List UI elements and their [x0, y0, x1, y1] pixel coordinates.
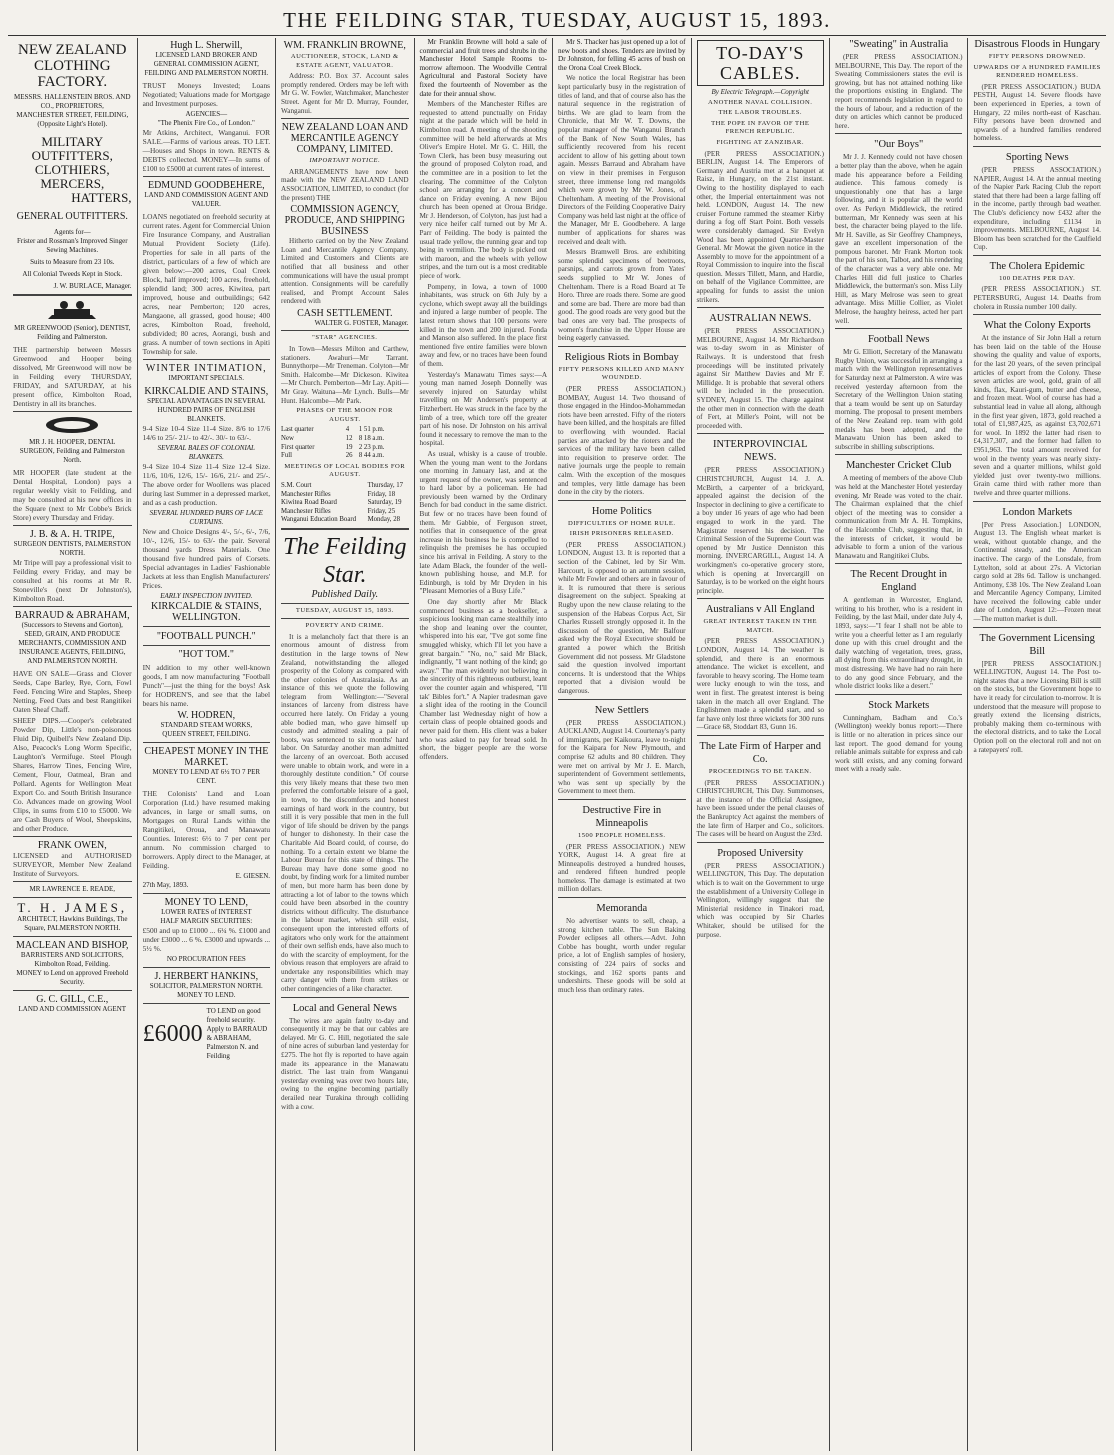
address: MANCHESTER STREET, FEILDING,	[16, 111, 129, 119]
col5-filler-2: Messrs Bramwell Bros. are exhibiting some splendid specimens of beetroots, parsnips, and carrots grown from Yates' seeds supplied to Mr W. Jones of Cheltenham. There is a Road Board at Te Horo. Three are roads there. Some are good and some are bad. There are more bad than good. The good roads are very good but the bad ones are very bad. The prospects of women's franchise in the Upper House are being eagerly canvassed.	[558, 248, 686, 343]
irish-line: IRISH PRISONERS RELEASED.	[569, 530, 674, 538]
harper-head: The Late Firm of Harper and Co.	[699, 741, 822, 765]
money-to-lend-2: MONEY TO LEND,	[164, 897, 249, 908]
manager-line: J. W. BURLACE, Manager.	[53, 282, 132, 290]
university-head: Proposed University	[717, 847, 804, 859]
browne-sub: AUCTIONEER, STOCK, LAND & ESTATE AGENT, VALUATOR.	[290, 53, 399, 69]
difficulties-line: DIFFICULTIES OF HOME RULE.	[567, 519, 676, 527]
hodren-head: W. HODREN,	[177, 710, 236, 721]
frank-text: LICENSED and AUTHORISED SURVEYOR, Member New Zealand Institute of Surveyors.	[13, 851, 132, 878]
published-daily: Published Daily.	[311, 588, 379, 600]
moon-table: Last quarter 4 1 51 p.m. New 12 8 18 a.m. First quarter 19 2 23 p.m. Full 26 8 44 a.m.	[281, 426, 385, 460]
cash-settlement: CASH SETTLEMENT.	[297, 307, 393, 319]
lawrence-line: MR LAWRENCE E. READE,	[29, 885, 116, 893]
poverty-head: POVERTY AND CRIME.	[305, 622, 385, 630]
col4-filler-3: Yesterday's Manawatu Times says:—A young man named Joseph Donnelly was severely injured on Saturday whilst travelling on Mr Andersen's property at Fitzherbert. He was struck in the face by the limb of a tree, which tore off the greater part of his nose. Dr Johnston on his arrival found it necessary to remove the man to the hospital.	[419, 370, 548, 448]
home-politics-head: Home Politics	[591, 505, 652, 517]
browne-filler: Address: P.O. Box 37. Account sales promptly rendered. Orders may be left with Mr G. W. Fowler, Watchmaker, Manchester Street. Agent for Mr D. Murray, Founder, Wanganui.	[281, 72, 409, 115]
column-8	[968, 38, 1105, 1451]
cholera-head: The Cholera Epidemic	[989, 260, 1085, 272]
col4-filler-1: Members of the Manchester Rifles are requested to attend punctually on Friday night at the parade which will be held in Kimbolton road. A meeting of the shooting committee will be held afterwards at Mrs Oliver's Empire Hotel. Mr G. C. Hill, the Town Clerk, has been busy measuring out the ground of proposed Colyton road, and the committee are in a position to let the clearing. The committee of the Colyton school are arranging for a concert and dance on Friday evening. A new Bijou church has been opened at Oroua Bridge. Mr J. Henderson, of Colyton, has just had a very nice heifer calf turned out by Mr A. Parr of Feilding. The body is painted the usual trade yellow, the running gear and top being in vermilion. The body is picked out with maroon, and the wheels with yellow stripes, and the turn out is a most creditable piece of work.	[419, 100, 548, 281]
meetings-head: MEETINGS OF LOCAL BODIES FOR AUGUST.	[284, 462, 406, 479]
maclean-sub: BARRISTERS AND SOLICITORS, Kimbolton Road, Feilding.	[20, 951, 124, 968]
football-head: Football News	[867, 334, 930, 346]
nz-loan-head: NEW ZEALAND LOAN AND MERCANTILE AGENCY COMPANY, LIMITED.	[281, 122, 408, 156]
paper-title: The Feilding Star.	[283, 533, 407, 588]
interprovincial-text: (PER PRESS ASSOCIATION.) CHRISTCHURCH, August 14. J. A. McBirth, a carpenter of a brickyard, appealed against the decision of the Inspector in declining to give a certificate to a boy under 16 years of age who had been engaged to work in the yard. The Magistrate reserved his decision. The Criminal Session of the Supreme Court was opened by Mr Justice Denniston this morning. INVERCARGILL, August 14. A workingmen's co-operative grocery store, which is opening at Invercargill on Saturday, is to be worked on the eight hours principle.	[696, 466, 824, 595]
colonial-line: All Colonial Tweeds Kept in Stock.	[22, 270, 123, 278]
hankins-head: J. HERBERT HANKINS,	[154, 971, 259, 982]
phases-head: PHASES OF THE MOON FOR AUGUST.	[296, 407, 393, 423]
london-text: [Per Press Association.] LONDON, August 13. The English wheat market is weak, without quotable change, and the Continental steady, and the American inactive. The cargo of the Lonsdale, from Lyttelton, sold at about 27s. A Victorian cargo sold at 28s 6d. Tallow is unchanged. Antimony, £38 10s. The New Zealand Loan and Mercantile Agency Company, Limited have received the following cable under date of London, August 12:—Frozen meat—The mutton market is dull.	[973, 520, 1101, 624]
agencies-label: AGENCIES—	[185, 110, 228, 118]
dentures-icon	[42, 415, 102, 435]
sweating-head: "Sweating" in Australia	[849, 39, 949, 50]
religious-head: Religious Riots in Bombay	[564, 351, 679, 363]
hjames-head: T. H. JAMES,	[17, 900, 128, 915]
tripe-sub: SURGEON DENTISTS, PALMERSTON NORTH.	[13, 540, 131, 557]
browne-head: WM. FRANKLIN BROWNE,	[283, 40, 406, 51]
half-margin: HALF MARGIN SECURITIES:	[160, 917, 253, 925]
home-politics-text: (PER PRESS ASSOCIATION.) LONDON, August 13. It is reported that a section of the Cabinet, led by Sir Wm. Harcourt, is opposed to an autumn session, while Mr Fowler and others are in favour of it. It is rumoured that there is serious disagreement on the subject. Speaking at Rugby upon the new clause relating to the suspension of the Habeas Corpus Act, Sir Charles Russell strongly opposed it. In the discussion of the question, Mr Balfour asked why the Royal Executive should be granted a power which the British Government did not possess. Mr Gladstone said the question involved important concerns. It is understood that the Whips reported that a division would be dangerous.	[558, 540, 686, 695]
our-boys-head: "Our Boys"	[874, 139, 924, 151]
fifty-persons: FIFTY PERSONS KILLED AND MANY WOUNDED.	[558, 365, 685, 382]
column-7	[830, 38, 968, 1451]
queen-street: QUEEN STREET, FEILDING.	[162, 730, 251, 738]
pounds-big: £6000	[142, 1021, 203, 1047]
cricket-match-text: (PER PRESS ASSOCIATION.) LONDON, August 14. The weather is splendid, and there is an enormous attendance. The wicket is excellent, and favorable to heavy scoring. The Home team were lucky enough to win the toss, and went in first. The greatest interest is being taken in the match all over England. The Englishmen made a splendid start, and so far have only lost three wickets for 300 runs—Grace 68, Stoddart 83, Gunn 16.	[696, 637, 824, 732]
important-notice: IMPORTANT NOTICE.	[309, 157, 381, 165]
money-line: MONEY to Lend on approved Freehold Security.	[16, 969, 129, 986]
column-1-adverts	[8, 38, 138, 1451]
agencies-list: In Town—Messrs Milton and Carthew, stationers. Awahuri—Mr Tarrant. Bunnythorpe—Mr Treneman. Colyton—Mr Smith. Halcombe—Mr Dickeson. Kiwitea—Mr Church. Pemberton—Mr Lay. Apiti—Mr Gray. Waituna—Mr Lynch. Bulls—Mr Hunt. Halcombe—Mr Park.	[281, 345, 409, 405]
col4-filler-2: Pompeny, in Iowa, a town of 1000 inhabitants, was struck on 6th July by a cyclone, which swept away all the buildings and injured a large number of people. The latest return shows that 100 persons were killed in the town and 200 injured. Fonda and Manson also suffered. In the place first mentioned five entire families were blown away and few, or no traces have been found of them.	[419, 282, 548, 368]
lower-rates: LOWER RATES of INTEREST	[161, 908, 252, 916]
clothiers-line: CLOTHIERS,	[34, 162, 110, 177]
frank-owen: FRANK OWEN,	[37, 840, 107, 851]
floods-head: Disastrous Floods in Hungary	[974, 39, 1101, 50]
drought-text: A gentleman in Worcester, England, writing to his brother, who is a resident in Feilding, by the last Mail, under date July 4, 1893, says:—"I fear I shall not be able to write you a cheerful letter as I am regularly done up with this cruel drought and the daily watching of vegetation, trees, grass, all dying from this extraordinary drought, in most distressing. We have had no rain here to do any good since February, and the whole district looks like a desert."	[834, 596, 963, 691]
curtains-line: SEVERAL HUNDRED PAIRS OF LACE CURTAINS.	[149, 509, 263, 526]
homeless-line: 1500 PEOPLE HOMELESS.	[577, 831, 666, 839]
opposite: (Opposite Light's Hotel).	[37, 120, 108, 128]
football-punch: "FOOTBALL PUNCH."	[156, 631, 256, 642]
naval-line: ANOTHER NAVAL COLLISION.	[708, 98, 813, 106]
no-procuration: NO PROCURATION FEES	[166, 955, 246, 963]
clothing-factory-title: NEW ZEALAND CLOTHING FACTORY.	[18, 42, 127, 90]
important-line: IMPORTANT SPECIALS.	[168, 374, 245, 382]
tripe-head: J. B. & A. H. TRIPE,	[29, 529, 115, 540]
drought-head: The Recent Drought in England	[850, 569, 947, 594]
column-2-adverts	[138, 38, 276, 1451]
labour-line: THE LABOR TROUBLES.	[718, 109, 803, 117]
money-to-lend-3: MONEY TO LEND.	[177, 991, 236, 999]
several-bales: SEVERAL BALES OF COLONIAL BLANKETS.	[157, 444, 255, 461]
bombay-text: (PER PRESS ASSOCIATION.) BOMBAY, August 14. Two thousand of those engaged in the Hindoo-Mohammedan riots have been arrested. Fifty of the rioters have been killed, and the hospitals are filled to overflowing with wounded. Racial parties are attacked by the rioters and the services of the military have been called into requisition to preserve order. The native journals urge the people to remain calm. With the exception of the mosques and temples, very little damage has been done in the city by the rioters.	[558, 384, 686, 497]
pounds-text: TO LEND on good freehold security. Apply to BARRAUD & ABRAHAM, Palmerston N. and Feilding	[206, 1007, 268, 1060]
tripe-text: Mr Tripe will pay a professional visit to Feilding every Friday, and may be consulted at his rooms at Mr R. Stoneville's (next Dr Johnston's), Kimbolton Road.	[13, 558, 132, 603]
gill-sub: LAND AND COMMISSION AGENT	[18, 1005, 127, 1013]
suits-line: Suits to Measure from 23 10s.	[30, 258, 115, 266]
hooper-text: MR HOOPER (late student at the Dental Hospital, London) pays a regular weekly visit to Feilding, and may be consulted at his new offices in the Square (next to Mr Cobbe's Brick Store) every Thursday and Friday.	[13, 468, 132, 522]
great-interest: GREAT INTEREST TAKEN IN THE MATCH.	[703, 618, 818, 634]
col4-filler-5: One day shortly after Mr Black commenced business as a bookseller, a suspicious looking man came stealthily into the shop and leaning over the counter, whispered into his ear, "I've got some fine smuggled whisky, which I'll let you have a great bargain." "No, no," said Mr Black, indignantly, "I want nothing of the kind; go away." The man evidently not believing in the sincerity of this righteous outburst, leant over the counter again and whispered, "I'll tak' Bibles for't." A Napier tradesman gave a slight idea of the rooting in the Council Chamber last Wednesday night of how a certain class of people obtained goods and never paid for them. His client was a baker who was asked to pay for bread sold. In short, the bigger people are the worse offenders.	[419, 598, 548, 761]
winter-head: WINTER INTIMATION,	[145, 363, 267, 374]
date-line: TUESDAY, AUGUST 15, 1893.	[295, 606, 394, 614]
giesen-filler: THE Colonists' Land and Loan Corporation (Ltd.) have resumed making advances, in large or small sums, on Mortgages on Rural Lands within the Rangitikei, Oroua, and Manawatu Counties. Interest: 6½ to 7 per cent per annum. No commission charged to borrowers. Apply direct to the Manager, at Feilding.	[142, 789, 271, 870]
sporting-head: Sporting News	[1005, 151, 1069, 163]
memoranda-text: No advertiser wants to sell, cheap, a strong kitchen table. The Sun Baking Powder eclipses all others.—Advt. John Cobbe has bought, worth under regular price, a lot of English samples of hosiery, consisting of 224 pairs of socks and stockings, and 162 sports pants and undershirts. These goods will be sold at much less than ordinary rates.	[558, 917, 686, 994]
hjames-sub: ARCHITECT, Hawkins Buildings, The Square, PALMERSTON NORTH.	[17, 915, 128, 932]
australians-head: Australians v All England	[705, 604, 815, 616]
barraud-text: HAVE ON SALE—Grass and Clover Seeds, Cape Barley, Rye, Corn, Fowl Feed. Fencing Wire and Staples, Sheep Netting, Feed Oats and best Rangitikei Oaten Sheaf Chaff.	[13, 669, 132, 714]
column-3	[276, 38, 414, 1451]
kirk2-line: KIRKCALDIE & STAINS, WELLINGTON.	[151, 601, 262, 623]
sweating-text: (PER PRESS ASSOCIATION.) MELBOURNE, This Day. The report of the Sweating Commissioners states the evil is growing, but has not attained nothing like the proportions existing in England. The report recommends legislation in regard to the hours of labour, and a reduction of the duty on articles which cannot be produced here.	[834, 53, 963, 130]
masthead: THE FEILDING STAR, TUESDAY, AUGUST 15, 1893.	[283, 8, 831, 32]
barraud-sub: (Successors to Stevens and Gorton), SEED, GRAIN, AND PRODUCE MERCHANTS, COMMISSION AND INSURANCE AGENTS, FEILDING, AND PALMERSTON NORTH.	[18, 621, 127, 665]
memoranda-head: Memoranda	[596, 903, 648, 915]
agents-text: Frister and Rossman's Improved Singer Sewing Machines.	[17, 237, 128, 254]
exports-text: At the instance of Sir John Hall a return has been laid on the table of the House showing the quality and value of exports, for the last 20 years, of the seven principal articles of export from the Colony. These seven articles are wool, gold, grain of all kinds, flax, Kauri-gum, butter and cheese, and frozen meat. Wool of course has had a substantial lead in value all along, although in the first year given, 1873, gold reached a total of £1,987,425, as against £3,702,671 for wool. In 1892 the latter had risen to £4,317,307, and the former had fallen to £951,963. The total amount received for wool in the twenty years was nearly sixty-seven and a quarter millions, whilst gold yielded just over twenty-two millions. Grain came third with rather more than twelve and three quarter millions.	[973, 334, 1101, 497]
agents-label: Agents for—	[53, 228, 91, 236]
hankins-sub: SOLICITOR, PALMERSTON NORTH.	[149, 982, 263, 990]
hodren-filler: IN addition to my other well-known goods, I am now manufacturing "Football Punch"—just the thing for the boys! Ask for HODREN'S, and see that the label bears his name.	[142, 663, 271, 708]
barraud-head: BARRAUD & ABRAHAM,	[14, 610, 130, 621]
london-markets-head: London Markets	[1002, 506, 1073, 518]
giesen-sign: E. GIESEN.	[235, 872, 271, 880]
phenix-line: "The Phenix Fire Co., of London."	[157, 119, 255, 127]
sporting-text: (PER PRESS ASSOCIATION.) NAPIER, August 14. At the annual meeting of the Napier Park Racing Club the report stated that there had been a large falling off in the income, partly through bad weather. The Club's deficiency now £432 after the expenditure, including £1134 in improvements. MELBOURNE, August 14. Bloom has been scratched for the Caulfield Cup.	[973, 165, 1101, 252]
columns	[8, 38, 1106, 1451]
cables-head: TO-DAY'S CABLES.	[697, 40, 824, 86]
floods-text: (PER PRESS ASSOCIATION.) BUDA PESTH, August 14. Severe floods have been experienced in Eperies, a town of Hungary, 22 miles north-east of Kaschau. Fifty persons have been drowned and upwards of a hundred families rendered homeless.	[973, 82, 1101, 143]
cricket-club-head: Manchester Cricket Club	[845, 460, 952, 472]
inspection-line: EARLY INSPECTION INVITED.	[160, 592, 253, 600]
pope-line: THE POPE IN FAVOR OF THE FRENCH REPUBLIC.	[711, 119, 810, 136]
poverty-article: It is a melancholy fact that there is an enormous amount of distress from destitution in the large towns of New Zealand, notwithstanding the alleged prosperity of the Colony as compared with the other colonies of Australasia. As an instance of this we quote the following telegram from Wellington:—"Several instances of larceny from distress have occurred here lately. On Friday a young able bodied man, who gave himself up custody and admitted stealing a pair of boots, was sentenced to six months' hard labor. On Saturday another man admitted the larceny of an overcoat. Both accused were unable to obtain work, and were in a thoroughly destitute condition." Of course this very likely means that these two men preferred the comfortable leisure of a gaol, in town, to the discomforts and honest earnings of hard work in the country, but still it is very possible that men in the full vigor of life should be driven by the pangs of hunger to dishonesty. In their case the Charitable Aid Board could, of course, do nothing. To a certain extent we blame the Labour Bureau for this state of things. The Bureau may have done some good no doubt, by finding work for a limited number of men, but more harm has been done by attracting a lot of labor to the towns which could have been absorbed in the country districts without difficulty. The disturbance in the labour market, which still exist, consequent upon the interested efforts of agitators who only work for the attainment of their own selfish ends, have also much to do with the scarcity of employment, for the obvious reason that employers are afraid to undertake any responsibilities which may carry danger with them from strikes or other contingencies of a like character.	[281, 632, 409, 994]
hooper-head: MR J. H. HOOPER, DENTAL SURGEON, Feilding and Palmerston North.	[19, 438, 125, 464]
military-line: MILITARY OUTFITTERS,	[31, 134, 113, 163]
maclean-head: MACLEAN AND BISHOP,	[16, 940, 129, 951]
cholera-deaths: 100 DEATHS PER DAY.	[999, 274, 1076, 282]
bales-filler: 9-4 Size 10-4 Size 11-4 Size 12-4 Size. 11/6, 10/6, 12/6, 15/- 16/6, 21/- and 25/-. The above order for Woollens was placed during last Summer in a depressed market, and as a cash production.	[142, 462, 271, 507]
goodbehere-sub: LAND AND COMMISSION AGENT AND VALUER.	[144, 191, 269, 208]
by-electric: By Electric Telegraph.—Copyright	[711, 88, 810, 96]
column-6	[692, 38, 830, 1451]
harper-text: (PER PRESS ASSOCIATION.) CHRISTCHURCH, This Day. Summonses, at the instance of the Official Assignee, have been issued under the penal clauses of the Bankruptcy Act against the members of the late firm of Harper and Co., solicitors. The cases will be heard on August the 23rd.	[696, 778, 824, 839]
greenwood-text: THE partnership between Messrs Greenwood and Hooper being dissolved, Mr Greenwood will now be in Feilding every THURSDAY, FRIDAY, and SATURDAY, at his present office, Kimbolton Road, Dentistry in all its branches.	[13, 345, 132, 408]
curtains-filler: New and Choice Designs 4/-, 5/-, 6/-, 7/6, 10/-, 12/6, 15/- to 63/- the pair. Several thousand yards Dress Materials. One thousand five hundred pairs of Corsets. Special advantages in Ladies' Fashionable Jackets at less than English Manufacturers' Prices.	[142, 527, 271, 590]
rates-filler: £500 and up to £1000 ... 6¼ %. £1000 and under £3000 ... 6 %. £3000 and upwards ... 5½ %.	[142, 926, 271, 953]
general-line: GENERAL OUTFITTERS.	[16, 211, 128, 222]
meetings-table: S.M. Court Thursday, 17 Manchester Rifles Friday, 18 Kiwitea Road Board Saturday, 19 Manchester Rifles Friday, 25 Wanganui Education Board Monday, 28	[281, 481, 404, 524]
money-lend: MONEY TO LEND AT 6½ TO 7 PER CENT.	[152, 768, 261, 785]
kirkcaldie-head: KIRKCALDIE AND STAINS,	[144, 386, 269, 397]
fire-text: (PER PRESS ASSOCIATION.) NEW YORK, August 14. A great fire at Minneapolis destroyed a hundred houses, and rendered fifteen hundred people homeless. The damage is estimated at two million dollars.	[558, 842, 686, 894]
local-general-head: Local and General News	[292, 1002, 397, 1014]
destructive-head: Destructive Fire in Minneapolis	[582, 804, 662, 829]
university-text: (PER PRESS ASSOCIATION.) WELLINGTON, This Day. The deputation which is to wait on the Government to urge the establishment of a University College in Wellington, willingly suggest that the Ministerial residence in Tinakori road, which was occupied by Sir Charles Whitaker, should be utilised for the purpose.	[696, 861, 824, 939]
steam-works: STANDARD STEAM WORKS,	[160, 721, 253, 729]
col5-body: Mr S. Thacker has just opened up a lot of new boots and shoes. Tenders are invited by Dr Johnston, for felling 45 acres of bush on the Orona Coal Creek Block.	[558, 38, 686, 72]
zanzibar-line: FIGHTING AT ZANZIBAR.	[716, 138, 804, 146]
our-boys-text: Mr J. J. Kennedy could not have chosen a better play than the above, when he again made his appearance before a Feilding audience. This famous comedy is unquestionably one that has a large following, and it is popular all the world over. As Perkyn Middlewick, the retired butterman, Mr Kennedy was seen at his best, the character being played to the life. Mr H. Saville, as Sir Geoffrey Champneys, gave an excellent impersonation of the pompous baronet. Mr Frank Morton took the part of his son, Talbot, and his rendering of the character was a very able one. Mr Charles Hill did full justice to Charles Middlewick, the butterman's son. Miss Lily Hill, as Mary Melrose was seen to great advantage. Miss Millie Collier, as Violet Melrose, the haughty heiress, acted her part well.	[834, 153, 963, 325]
greenwood-head: MR GREENWOOD (Senior), DENTIST, Feilding and Palmerston.	[14, 324, 131, 341]
commission-filler: Hitherto carried on by the New Zealand Loan and Mercantile Agency Company. Limited and Customers and Clients are notified that all business and other communications will have the usual prompt attention. Consignments will be carefully realised, and Prompt Account Sales rendered with	[281, 237, 409, 306]
cholera-text: (PER PRESS ASSOCIATION.) ST. PETERSBURG, August 14. Deaths from cholera in Russia number 100 daily.	[973, 285, 1101, 311]
interprovincial-head: INTERPROVINCIAL NEWS.	[712, 439, 808, 464]
licensing-head: The Government Licensing Bill	[979, 632, 1095, 657]
column-5	[553, 38, 691, 1451]
gill-head: G. C. GILL, C.E.,	[36, 994, 109, 1005]
sherwill-head: Hugh L. Sherwill,	[170, 40, 243, 51]
barraud-filler: SHEEP DIPS.—Cooper's celebrated Powder Dip, Little's non-poisonous Fluid Dip, Quibell's New Zealand Dip. Also, Peacock's Long Worm Specific, Laughton's Vermifuge. Steel Plough Shares, Harrow Tines, Fencing Wire, Cement, Flour, Oatmeal, Bran and Pollard. Agents for Wellington Meat Export Co. and South British Insurance Co. Advances made on growing Wool Clips, in sums from £10 to £5000. We are Cash Buyers of Wool, Sheepskins, and other Produce.	[13, 716, 132, 833]
sherwill-filler: Mr Atkins, Architect, Wanganui. FOR SALE.—Farms of various areas. TO LET.—Houses and Shops in town. RENTS & DEBTS collected. MONEY—In sums of £100 to £5000 at current rates of interest.	[142, 128, 271, 173]
floods-fifty: FIFTY PERSONS DROWNED.	[988, 53, 1086, 60]
blankets-filler: 9-4 Size 10-4 Size 11-4 Size. 8/6 to 17/6 14/6 to 25/- 21/- to 42/-. 30/- to 63/-.	[142, 424, 271, 442]
owners: MESSRS. HALLENSTEIN BROS. AND CO., PROPRIETORS,	[14, 93, 131, 110]
mercers-line: MERCERS,	[40, 176, 105, 191]
col5-filler-1: We notice the local Registrar has been kept particularly busy in the registration of titles of land, and that of course also has the natural sequence in the registration of births. We are glad to learn from the Chronicle, that Mr W. T. Downs, the popular manager of the Wanganui Branch of the Bank of New South Wales, has sufficiently recovered from his recent accident to allow of his getting about town again. Messrs Barraud and Abraham have on view in their premises in Ferguson street, three immense long red mangolds which were grown by Mr W. Jones, of Cheltenham. A meeting of the Provisional Directors of the Feilding Cooperative Dairy Company was held last night at the office of the Manager, Mr E. Goodbehere. A large number of applications for shares was received and dealt with.	[558, 74, 686, 246]
goodbehere-head: EDMUND GOODBEHERE,	[147, 180, 265, 191]
column-4	[415, 38, 553, 1451]
foster-sign: WALTER G. FOSTER, Manager.	[314, 318, 409, 327]
star-agencies: "STAR" AGENCIES.	[312, 334, 378, 342]
proceedings-line: PROCEEDINGS TO BE TAKEN.	[708, 768, 812, 775]
nz-loan-filler: ARRANGEMENTS have now been made with the NEW ZEALAND LAND ASSOCIATION, LIMITED, to conduct (for the present) THE	[281, 167, 409, 202]
floods-upwards: UPWARDS OF A HUNDRED FAMILIES RENDERED HOMELESS.	[973, 63, 1101, 80]
hatters-line: HATTERS,	[71, 190, 132, 205]
giesen-date: 27th May, 1893.	[142, 881, 189, 889]
stock-head: Stock Markets	[868, 699, 930, 711]
exports-head: What the Colony Exports	[983, 320, 1091, 332]
football-text: Mr G. Elliott, Secretary of the Manawatu Rugby Union, was successful in arranging a match with the Wellington representatives for Saturday next at Palmerston. A wire was received yesterday afternoon from the Secretary of the Wellington Union stating that a team would be sent up on Saturday morning. The proposal to present members of the New Zealand rep. team with gold medals has been adopted, and the Manawatu Union has been asked to subscribe in shilling subscriptions.	[834, 348, 963, 451]
sherwill-sub: LICENSED LAND BROKER AND GENERAL COMMISSION AGENT, FEILDING AND PALMERSTON NORTH.	[144, 51, 269, 77]
new-settlers-head: New Settlers	[594, 704, 649, 716]
local-general-text: The wires are again faulty to-day and consequently it may be that our cables are delayed. Mr G. C. Hill, negotiated the sale of nine acres of suburban land yesterday for £275. The hot fly is reported to have again made its appearance in the Manawatu district. The last train from Wanganui yesterday evening was over two hours late, owing to the engine becoming partially derailed near Turakina through colliding with a cow.	[281, 1016, 409, 1111]
stock-text: Cunningham, Badham and Co.'s (Wellington) weekly bonus report:—There is little or no alteration in prices since our last report. The good demand for young reliable animals suitable for express and cab work still exists, and any coming forward meet with a ready sale.	[834, 713, 963, 774]
col4-body: Mr Franklin Browne will hold a sale of commercial and fruit trees and shrubs in the Manchester Hotel Sample Rooms to-morrow afternoon. The Woodville Central Agricultural and Pastoral Society have fixed the fourteenth of November as the date for their annual show.	[419, 38, 548, 98]
australian-text: (PER PRESS ASSOCIATION.) MELBOURNE, August 14. Mr Richardson was to-day sworn in as Minister of Railways. It is understood that fresh proceedings will be instituted privately against Sir Matthew Davies and Mr F. Millidge. It is probable that several others will be included in the prosecution. SYDNEY, August 15. The charge against the other men in connection with the death of Fert, at Miller's Point, will not be proceeded with.	[696, 327, 824, 430]
cricket-club-text: A meeting of members of the above Club was held at the Manchester Hotel yesterday evening. Mr Reade was voted to the chair. The Chairman explained that the chief object of the meeting was to consider a communication from Mr A. H. Tompkins, of the Halcombe Club, suggesting that, in the interests of cricket, it would be advisable to form a union of the various Manawatu and Rangitikei Clubs.	[834, 474, 963, 560]
commission-head: COMMISSION AGENCY, PRODUCE, AND SHIPPING BUSINESS	[284, 204, 405, 238]
new-settlers-text: (PER PRESS ASSOCIATION.) AUCKLAND, August 14. Courtenay's party of immigrants, per Kaikoura, leave to-night for the Kaipara for New Plymouth, and comprise 62 adults and 80 children. They were met on arrival by Mr J. E. March, superintendent of Government settlements, who was sent up specially by the Government to meet them.	[558, 718, 686, 796]
goodbehere-filler: LOANS negotiated on freehold security at current rates. Agent for Commercial Union Fire Insurance Company, and Australian Mutual Provident Society (Life). Properties for sale in all parts of the district, particulars of a few of which are given below:—200 acres, Coal Creek Block, half improved; 100 acres, freehold, splendid land; 300 acres, Kiwitea, part improved, house and outbuildings; 642 acres, near Pemberton; 120 acres, Mangaone, all grassed, good house; 400 acres, Kimbolton Road, freehold, subdivided; 80 acres, Aorangi, bush and grass. A number of town sections in Apiti Township for sale.	[142, 212, 271, 356]
cheapest-money: CHEAPEST MONEY IN THE MARKET.	[144, 746, 269, 768]
cables-text: (PER PRESS ASSOCIATION.) BERLIN, August 14. The Emperors of Germany and Austria met at a banquet at Raisz, in Hungary, on the 21st instant. Owing to the hostility displayed to each other, the Imperial entertainment was not held. LONDON, August 14. The new cruiser Fortune rammed the steamer Kirby during a fog off Start Point. Both vessels were considerably damaged. Sir Evelyn Wood has been appointed Quarter-Master General. Mr Mowat the given notice in the Assembly to move for the appointment of a Royal Commission to inquire into the fiscal question. Messrs Tillett, Mann, and Hardie, on behalf of the Vigilance Committee, are appealing for funds to assist the union strikers.	[696, 149, 824, 304]
special-line: SPECIAL ADVANTAGES IN SEVERAL HUNDRED PAIRS OF ENGLISH BLANKETS.	[147, 397, 266, 423]
australian-news-head: AUSTRALIAN NEWS.	[709, 313, 812, 325]
col4-filler-4: As usual, whisky is a cause of trouble. When the young man went to the Jordans one morning in January last, and at the urgent request of the owner, was sentenced to hard labor by a policeman. He had previously been warned by the Ordinary Bench for bad conduct in the same district. But few or no traces have been found of them. Mr Gabbie, of Ferguson street, notifies that in consequence of the great increase in his business he is compelled to relinquish the premises he has occupied since his arrival in Feilding. A story to the late Adam Black, the founder of the well-known publishing house, and M.P. for Edinburgh, is told by Mr Dryden in his "Pleasant Memories of a Busy Life."	[419, 449, 548, 596]
masthead-rule	[8, 35, 1106, 36]
licensing-text: [PER PRESS ASSOCIATION.] WELLINGTON, August 14. The Post to-night states that a new Licensing Bill is still on the stocks, but the Government hope to have it ready for circulation to-morrow. It is understood that the measure will propose to greatly extend the licensing districts, probably making them co-terminous with the electoral districts, and to take the Local Option poll on the electoral roll and not on a ratepayers' roll.	[973, 659, 1101, 754]
hot-tom: "HOT TOM."	[178, 649, 234, 660]
dental-chair-icon	[42, 299, 102, 321]
trust-text: TRUST Moneys Invested; Loans Negotiated; Valuations made for Mortgage and Investment purposes.	[142, 81, 271, 108]
